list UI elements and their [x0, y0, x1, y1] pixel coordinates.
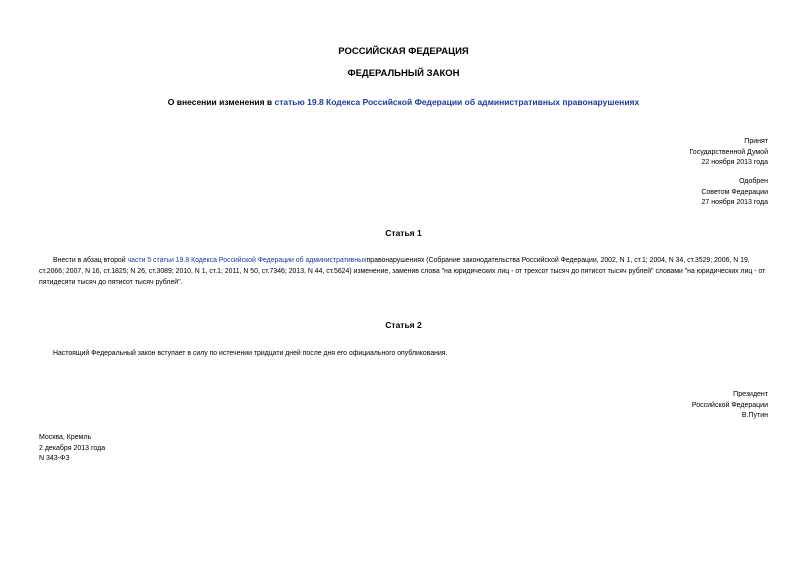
- doc-type-heading: ФЕДЕРАЛЬНЫЙ ЗАКОН: [347, 68, 460, 79]
- article2-text: Настоящий Федеральный закон вступает в силу по истечении тридцати дней после дня его официального опубликования.: [53, 350, 448, 357]
- article1-heading: Статья 1: [385, 228, 422, 238]
- article1-link[interactable]: части 5 статьи 19.8 Кодекса Российской Федерации об административных: [127, 257, 367, 264]
- article1-text-after: правонарушениях (Собрание законодательства Российской Федерации, 2002, N 1, ст.1; 2004, N 34, ст.3529; 2006, N 19, ст.2066; 2007, N 16, ст.1825; N 26, ст.3089; 2010, N 1, ст.1; 2011, N 50, ст.7346; 2013, N 44, ст.5624) изменение, заменив слова "на юридических лиц - от трехсот тысяч до пятисот тысяч рублей" словами "на юридических лиц - от пятидесяти тысяч до пятисот тысяч рублей".: [39, 257, 766, 287]
- approved-label: Одобрен: [739, 178, 768, 185]
- article1-text-before: Внести в абзац второй: [53, 257, 128, 264]
- adopted-label: Принят: [744, 138, 768, 145]
- footer-place: Москва, Кремль: [39, 434, 92, 441]
- footer-date: 2 декабря 2013 года: [39, 444, 106, 452]
- adopted-body: Государственной Думой: [689, 148, 768, 156]
- article1-text: [39, 255, 768, 289]
- law-title: [0, 97, 807, 107]
- footer-number: N 343-ФЗ: [39, 455, 70, 462]
- approved-block: [701, 177, 768, 209]
- footer-block: [39, 433, 105, 465]
- adopted-date: 22 ноября 2013 года: [701, 159, 768, 166]
- approved-date: 27 ноября 2013 года: [701, 199, 768, 206]
- approved-body: Советом Федерации: [701, 188, 768, 196]
- signature-name: В.Путин: [741, 412, 768, 419]
- law-title-prefix: О внесении изменения в: [167, 97, 275, 107]
- law-title-link[interactable]: статью 19.8 Кодекса Российской Федерации об административных правонарушениях: [274, 97, 640, 107]
- adopted-block: [689, 137, 768, 169]
- signature-block: [692, 390, 768, 422]
- country-heading: РОССИЙСКАЯ ФЕДЕРАЦИЯ: [338, 46, 469, 57]
- signature-title: Президент: [733, 391, 768, 398]
- article2-heading: Статья 2: [385, 320, 422, 330]
- signature-country: Российской Федерации: [691, 401, 768, 409]
